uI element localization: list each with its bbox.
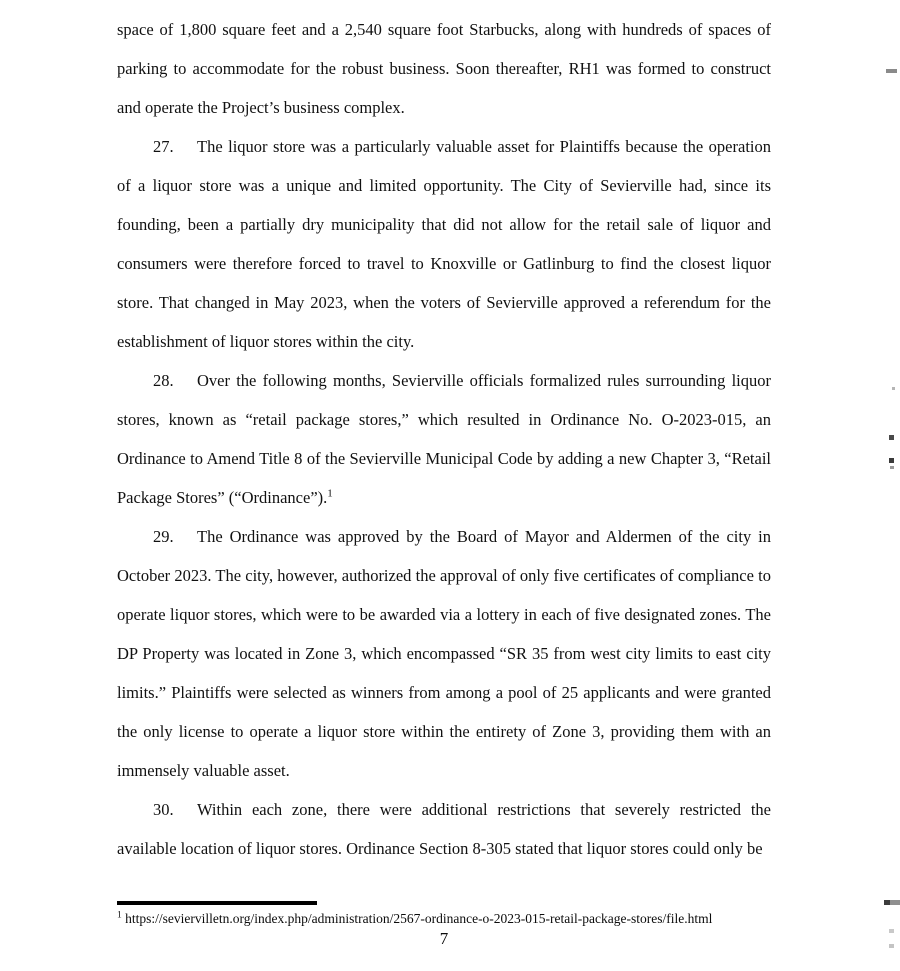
paragraph-30 xyxy=(117,790,771,868)
paragraph-text: Within each zone, there were additional restrictions that severely restricted the available location of liquor stores. Ordinance Section 8-305 stated that liquor stores could only be xyxy=(117,800,771,858)
scan-artifact xyxy=(889,435,894,440)
scan-artifact xyxy=(889,458,894,463)
footnote-url: https://seviervilletn.org/index.php/administration/2567-ordinance-o-2023-015-retail-package-stores/file.html xyxy=(125,911,713,926)
scan-artifact xyxy=(889,944,894,948)
paragraph-27 xyxy=(117,127,771,361)
paragraph-number: 29. xyxy=(153,527,174,546)
scan-artifact xyxy=(892,387,895,390)
paragraph-number: 30. xyxy=(153,800,174,819)
footnote-area xyxy=(117,901,777,927)
paragraph-number: 28. xyxy=(153,371,174,390)
page-number: 7 xyxy=(439,929,449,948)
paragraph-text: The liquor store was a particularly valuable asset for Plaintiffs because the operation of a liquor store was a unique and limited opportunity. The City of Sevierville had, since its founding, been a partially dry municipality that did not allow for the retail sale of liquor and consumers were therefore forced to travel to Knoxville or Gatlinburg to find the closest liquor store. That changed in May 2023, when the voters of Sevierville approved a referendum for the establishment of liquor stores within the city. xyxy=(117,137,771,351)
scan-artifact xyxy=(890,466,894,469)
scan-artifact xyxy=(890,900,900,905)
paragraph-text: The Ordinance was approved by the Board of Mayor and Aldermen of the city in October 2023. The city, however, authorized the approval of only five certificates of compliance to operate liquor stores, which were to be awarded via a lottery in each of five designated zones. The DP Property was located in Zone 3, which encompassed “SR 35 from west city limits to east city limits.” Plaintiffs were selected as winners from among a pool of 25 applicants and were granted the only license to operate a liquor store within the entirety of Zone 3, providing them with an immensely valuable asset. xyxy=(117,527,771,780)
paragraph-text: space of 1,800 square feet and a 2,540 square foot Starbucks, along with hundreds of spaces of parking to accommodate for the robust business. Soon thereafter, RH1 was formed to construct and operate the Project’s business complex. xyxy=(117,20,771,117)
paragraph-number: 27. xyxy=(153,137,174,156)
footnote-reference: 1 xyxy=(327,487,333,500)
document-body xyxy=(117,10,771,868)
paragraph-29 xyxy=(117,517,771,790)
scan-artifact xyxy=(886,69,897,73)
paragraph-28 xyxy=(117,361,771,517)
footnote-separator xyxy=(117,901,317,905)
scan-artifact xyxy=(889,929,894,933)
footnote xyxy=(117,910,777,927)
footnote-marker: 1 xyxy=(117,910,122,921)
paragraph-text: Over the following months, Sevierville officials formalized rules surrounding liquor stores, known as “retail package stores,” which resulted in Ordinance No. O-2023-015, an Ordinance to Amend Title 8 of the Sevierville Municipal Code by adding a new Chapter 3, “Retail Package Stores” (“Ordinance”). xyxy=(117,371,771,507)
paragraph-continuation xyxy=(117,10,771,127)
